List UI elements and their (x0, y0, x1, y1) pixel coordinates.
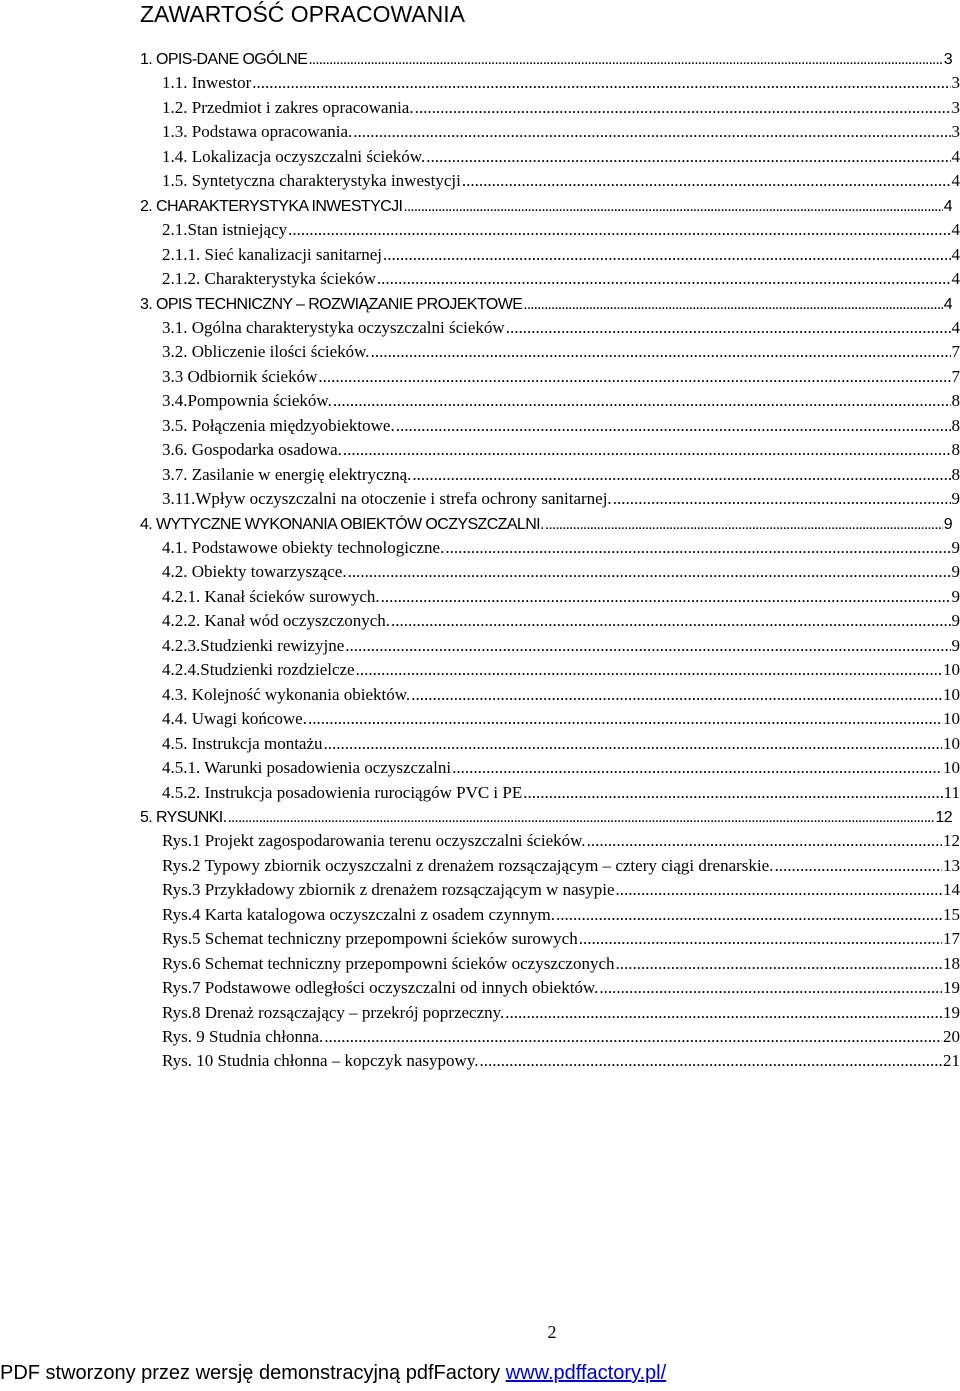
toc-entry[interactable] (162, 583, 960, 607)
toc-entry-page: 4 (943, 197, 952, 215)
toc-entry-page: 10 (943, 758, 960, 778)
toc-entry-label: 2.1.Stan istniejący (162, 220, 288, 240)
toc-entry[interactable] (140, 510, 952, 534)
toc-dot-leader (505, 1003, 942, 1023)
toc-entry[interactable] (162, 852, 960, 876)
toc-entry-label: 4.5.1. Warunki posadowienia oczyszczalni (162, 758, 452, 778)
toc-entry[interactable] (162, 167, 960, 191)
toc-dot-leader (403, 198, 942, 216)
toc-entry-label: 4.2. Obiekty towarzyszące. (162, 562, 347, 582)
toc-entry-label: Rys.8 Drenaż rozsączający – przekrój poprzeczny. (162, 1002, 505, 1022)
toc-dot-leader (381, 587, 951, 607)
toc-entry-label: 2. CHARAKTERYSTYKA INWESTYCJI (140, 197, 403, 215)
toc-entry[interactable] (162, 632, 960, 656)
toc-entry-page: 4 (943, 295, 952, 313)
toc-dot-leader (452, 758, 942, 778)
toc-entry[interactable] (162, 363, 960, 387)
toc-entry-page: 4 (951, 317, 960, 337)
toc-entry-page: 12 (935, 808, 952, 826)
toc-entry-label: Rys. 9 Studnia chłonna. (162, 1027, 324, 1046)
toc-dot-leader (616, 954, 942, 974)
toc-dot-leader (445, 538, 950, 558)
toc-dot-leader (333, 391, 951, 411)
toc-dot-leader (308, 51, 942, 69)
toc-entry-page: 4 (951, 269, 960, 289)
toc-entry-label: 1.1. Inwestor (162, 73, 252, 93)
toc-entry-label: 4.2.3.Studzienki rewizyjne (162, 635, 345, 655)
toc-entry[interactable] (162, 69, 960, 93)
toc-dot-leader (616, 880, 943, 900)
toc-entry[interactable] (162, 925, 960, 949)
toc-entry[interactable] (162, 387, 960, 411)
toc-entry[interactable] (162, 534, 960, 558)
toc-dot-leader (383, 245, 951, 265)
toc-dot-leader (613, 489, 951, 509)
toc-entry-label: 3.4.Pompownia ścieków. (162, 391, 332, 411)
toc-entry[interactable] (162, 436, 960, 460)
toc-dot-leader (479, 1051, 942, 1071)
toc-entry[interactable] (162, 143, 960, 167)
toc-entry-page: 3 (951, 97, 960, 117)
toc-entry-page: 8 (951, 391, 960, 411)
toc-dot-leader (545, 516, 943, 534)
toc-entry-page: 3 (951, 73, 960, 93)
toc-entry-label: 4.3. Kolejność wykonania obiektów. (162, 684, 411, 704)
toc-entry[interactable] (162, 461, 960, 485)
toc-entry[interactable] (162, 558, 960, 582)
toc-entry-label: 4.2.4.Studzienki rozdzielcze (162, 660, 355, 680)
toc-entry-label: 1.2. Przedmiot i zakres opracowania. (162, 97, 414, 117)
toc-entry-page: 9 (951, 635, 960, 655)
toc-entry[interactable] (162, 754, 960, 778)
toc-entry-page: 18 (943, 953, 960, 973)
toc-entry-page: 9 (943, 515, 952, 533)
toc-dot-leader (371, 342, 951, 362)
toc-entry-page: 9 (951, 489, 960, 509)
toc-dot-leader (599, 978, 942, 998)
toc-entry-label: Rys. 10 Studnia chłonna – kopczyk nasypowy. (162, 1051, 479, 1071)
toc-entry-label: 1. OPIS-DANE OGÓLNE (140, 51, 308, 68)
toc-entry[interactable] (162, 216, 960, 240)
toc-entry-page: 7 (951, 342, 960, 362)
toc-entry-label: 4.4. Uwagi końcowe. (162, 709, 307, 729)
page-title: ZAWARTOŚĆ OPRACOWANIA (140, 1, 466, 27)
toc-entry-label: 4.5.2. Instrukcja posadowienia rurociągów PVC i PE (162, 782, 523, 802)
toc-entry-label: 2.1.2. Charakterystyka ścieków (162, 269, 376, 289)
toc-entry-page: 9 (951, 538, 960, 557)
toc-entry[interactable] (162, 1023, 960, 1047)
toc-entry-page: 11 (943, 782, 960, 802)
toc-entry[interactable] (162, 485, 960, 509)
toc-entry-page: 3 (943, 51, 952, 68)
toc-entry-page: 7 (951, 366, 960, 386)
toc-entry-label: 3.5. Połączenia międzyobiektowe. (162, 415, 395, 435)
toc-entry-label: 4.2.2. Kanał wód oczyszczonych. (162, 611, 391, 631)
toc-dot-leader (345, 636, 950, 656)
footer-link[interactable]: www.pdffactory.pl/ (505, 1362, 667, 1384)
toc-entry[interactable] (140, 45, 952, 69)
toc-entry-page: 20 (943, 1027, 960, 1046)
toc-entry-page: 4 (951, 146, 960, 166)
toc-entry[interactable] (162, 999, 960, 1023)
page-number: 2 (547, 1322, 557, 1342)
toc-entry[interactable] (162, 241, 960, 265)
toc-entry-page: 10 (943, 709, 960, 729)
toc-dot-leader (288, 220, 950, 240)
toc-dot-leader (348, 562, 951, 582)
toc-entry[interactable] (162, 656, 960, 680)
toc-entry-label: Rys.4 Karta katalogowa oczyszczalni z osadem czynnym. (162, 904, 556, 924)
toc-dot-leader (324, 1027, 942, 1047)
toc-entry[interactable] (162, 412, 960, 436)
toc-entry[interactable] (162, 705, 960, 729)
toc-dot-leader (391, 611, 950, 631)
toc-entry-page: 21 (943, 1051, 960, 1071)
toc-entry-label: 4.2.1. Kanał ścieków surowych. (162, 586, 380, 606)
toc-dot-leader (396, 416, 951, 436)
toc-dot-leader (227, 809, 934, 827)
toc-dot-leader (377, 269, 951, 289)
toc-dot-leader (343, 440, 951, 460)
toc-entry-label: 4.1. Podstawowe obiekty technologiczne. (162, 538, 445, 557)
toc-entry-label: 4.5. Instrukcja montażu (162, 733, 323, 753)
toc-entry-label: 3.11.Wpływ oczyszczalni na otoczenie i strefa ochrony sanitarnej. (162, 489, 612, 509)
toc-entry[interactable] (162, 338, 960, 362)
toc-entry-label: 3.2. Obliczenie ilości ścieków. (162, 342, 370, 362)
toc-entry[interactable] (162, 950, 960, 974)
toc-entry[interactable] (162, 118, 960, 142)
toc-entry[interactable] (162, 94, 960, 118)
toc-dot-leader (411, 685, 942, 705)
toc-entry-page: 4 (951, 220, 960, 240)
toc-dot-leader (556, 905, 942, 925)
toc-entry-label: 2.1.1. Sieć kanalizacji sanitarnej (162, 244, 382, 264)
toc-entry-page: 19 (943, 1002, 960, 1022)
toc-dot-leader (324, 734, 942, 754)
toc-entry-label: 1.5. Syntetyczna charakterystyka inwestycji (162, 171, 461, 191)
toc-dot-leader (252, 73, 950, 93)
pdf-footer (0, 1362, 960, 1385)
toc-entry-label: 3.3 Odbiornik ścieków (162, 366, 318, 386)
toc-entry-page: 19 (943, 978, 960, 998)
toc-entry-page: 8 (951, 415, 960, 435)
toc-dot-leader (415, 98, 951, 118)
toc-entry[interactable] (162, 779, 960, 803)
toc-entry-label: Rys.3 Przykładowy zbiornik z drenażem rozsączającym w nasypie (162, 880, 615, 900)
toc-dot-leader (523, 296, 942, 314)
toc-entry-label: Rys.1 Projekt zagospodarowania terenu oczyszczalni ścieków. (162, 831, 586, 851)
toc-entry-page: 9 (951, 562, 960, 582)
toc-entry-page: 10 (943, 660, 960, 680)
toc-dot-leader (426, 147, 950, 167)
toc-entry-page: 10 (943, 733, 960, 753)
toc-entry[interactable] (162, 730, 960, 754)
toc-entry-page: 4 (951, 171, 960, 191)
toc-entry-label: 1.3. Podstawa opracowania. (162, 122, 353, 142)
toc-entry-label: Rys.7 Podstawowe odległości oczyszczalni od innych obiektów. (162, 978, 599, 998)
toc-entry-label: 5. RYSUNKI. (140, 808, 227, 826)
toc-entry-label: 1.4. Lokalizacja oczyszczalni ścieków. (162, 146, 426, 166)
toc-entry-label: 3. OPIS TECHNICZNY – ROZWIĄZANIE PROJEKTOWE (140, 295, 523, 313)
toc-entry-label: 4. WYTYCZNE WYKONANIA OBIEKTÓW OCZYSZCZALNI. (140, 515, 544, 533)
toc-entry[interactable] (162, 607, 960, 631)
toc-dot-leader (353, 122, 950, 142)
toc-entry-label: Rys.6 Schemat techniczny przepompowni ścieków oczyszczonych (162, 953, 615, 973)
toc-entry-label: 3.6. Gospodarka osadowa. (162, 440, 342, 460)
toc-entry-page: 14 (943, 880, 960, 900)
toc-entry-page: 9 (951, 586, 960, 606)
toc-dot-leader (412, 465, 950, 485)
toc-entry[interactable] (162, 265, 960, 289)
toc-entry[interactable] (140, 290, 952, 314)
toc-dot-leader (356, 660, 942, 680)
toc-entry-page: 9 (951, 611, 960, 631)
toc-dot-leader (308, 709, 942, 729)
toc-entry[interactable] (140, 192, 952, 216)
toc-entry-page: 10 (943, 684, 960, 704)
toc-entry-page: 8 (951, 440, 960, 460)
toc-entry[interactable] (162, 314, 960, 338)
toc-entry[interactable] (162, 1047, 960, 1071)
toc-entry-page: 13 (943, 855, 960, 875)
toc-dot-leader (462, 171, 951, 191)
toc-entry[interactable] (140, 803, 952, 827)
toc-dot-leader (506, 318, 951, 338)
toc-entry-label: 3.7. Zasilanie w energię elektryczną. (162, 464, 412, 484)
toc-dot-leader (523, 783, 942, 803)
toc-entry-label: Rys.5 Schemat techniczny przepompowni ścieków surowych (162, 929, 578, 949)
toc-entry[interactable] (162, 681, 960, 705)
toc-dot-leader (587, 831, 942, 851)
toc-entry[interactable] (162, 901, 960, 925)
toc-dot-leader (318, 367, 950, 387)
toc-entry-label: Rys.2 Typowy zbiornik oczyszczalni z drenażem rozsączającym – cztery ciągi drenarskie. (162, 855, 774, 875)
toc-dot-leader (774, 856, 942, 876)
toc-entry[interactable] (162, 974, 960, 998)
toc-entry-page: 12 (943, 831, 960, 851)
toc-entry[interactable] (162, 827, 960, 851)
toc-entry-label: 3.1. Ogólna charakterystyka oczyszczalni ścieków (162, 317, 505, 337)
toc-entry-page: 4 (951, 244, 960, 264)
toc-entry-page: 17 (943, 929, 960, 949)
toc-dot-leader (579, 929, 942, 949)
toc-entry-page: 3 (951, 122, 960, 142)
toc-entry-page: 8 (951, 464, 960, 484)
toc-entry[interactable] (162, 876, 960, 900)
footer-text: PDF stworzony przez wersję demonstracyjną pdfFactory (0, 1362, 506, 1384)
toc-entry-page: 15 (943, 904, 960, 924)
